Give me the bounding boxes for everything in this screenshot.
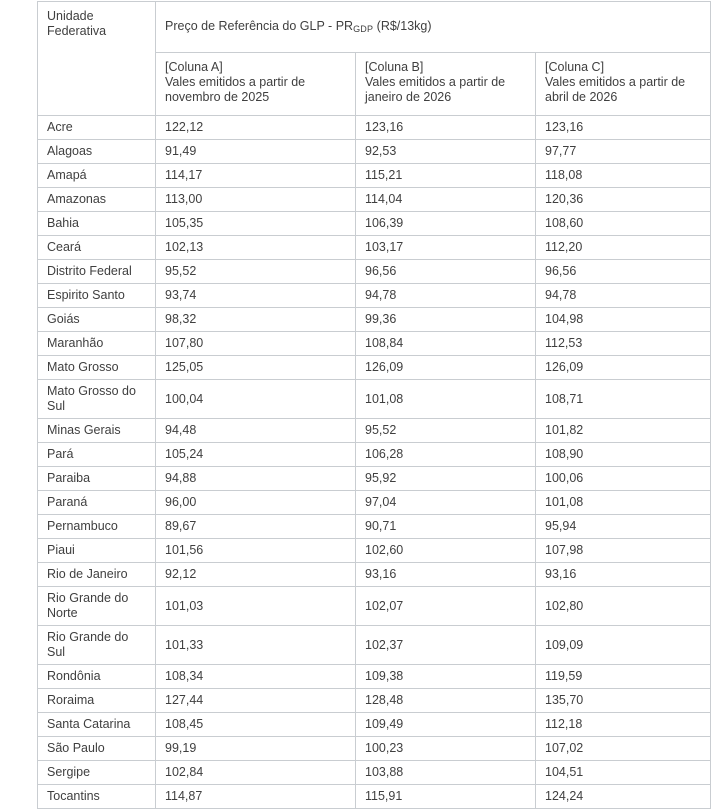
cell-price-coluna-a: 93,74 [156, 284, 356, 308]
cell-unidade-federativa: Goiás [38, 308, 156, 332]
cell-unidade-federativa: Roraima [38, 689, 156, 713]
cell-price-coluna-b: 97,04 [356, 491, 536, 515]
cell-price-coluna-c: 97,77 [536, 140, 711, 164]
cell-price-coluna-c: 124,24 [536, 785, 711, 809]
cell-price-coluna-b: 115,91 [356, 785, 536, 809]
cell-price-coluna-a: 94,48 [156, 419, 356, 443]
cell-price-coluna-a: 102,13 [156, 236, 356, 260]
cell-price-coluna-a: 108,34 [156, 665, 356, 689]
cell-price-coluna-a: 95,52 [156, 260, 356, 284]
table-row [38, 761, 711, 785]
coluna-c-desc-line-1: Vales emitidos a partir de [545, 75, 686, 89]
cell-price-coluna-a: 98,32 [156, 308, 356, 332]
cell-price-coluna-b: 100,23 [356, 737, 536, 761]
table-row [38, 737, 711, 761]
cell-price-coluna-a: 102,84 [156, 761, 356, 785]
cell-price-coluna-c: 101,08 [536, 491, 711, 515]
cell-price-coluna-b: 123,16 [356, 116, 536, 140]
coluna-a-desc-line-1: Vales emitidos a partir de [165, 75, 306, 89]
cell-unidade-federativa: Santa Catarina [38, 713, 156, 737]
column-header-unidade-federativa [38, 2, 156, 116]
cell-price-coluna-a: 99,19 [156, 737, 356, 761]
cell-price-coluna-a: 108,45 [156, 713, 356, 737]
table-row [38, 626, 711, 665]
cell-price-coluna-b: 128,48 [356, 689, 536, 713]
cell-price-coluna-a: 107,80 [156, 332, 356, 356]
coluna-b-desc-line-2: janeiro de 2026 [365, 90, 452, 104]
cell-price-coluna-c: 104,98 [536, 308, 711, 332]
cell-price-coluna-a: 91,49 [156, 140, 356, 164]
table-row [38, 785, 711, 809]
cell-price-coluna-b: 95,92 [356, 467, 536, 491]
cell-price-coluna-c: 123,16 [536, 116, 711, 140]
coluna-c-desc-line-2: abril de 2026 [545, 90, 618, 104]
cell-price-coluna-a: 127,44 [156, 689, 356, 713]
cell-price-coluna-c: 93,16 [536, 563, 711, 587]
cell-price-coluna-a: 96,00 [156, 491, 356, 515]
uf-header-line-1: Unidade [47, 9, 94, 23]
cell-price-coluna-c: 101,82 [536, 419, 711, 443]
cell-price-coluna-b: 109,49 [356, 713, 536, 737]
cell-price-coluna-c: 112,18 [536, 713, 711, 737]
table-row [38, 419, 711, 443]
cell-unidade-federativa: Rondônia [38, 665, 156, 689]
cell-unidade-federativa: Bahia [38, 212, 156, 236]
cell-price-coluna-b: 93,16 [356, 563, 536, 587]
cell-unidade-federativa: Ceará [38, 236, 156, 260]
cell-unidade-federativa: Paraná [38, 491, 156, 515]
cell-unidade-federativa: São Paulo [38, 737, 156, 761]
cell-price-coluna-b: 99,36 [356, 308, 536, 332]
price-title-prefix: Preço de Referência do GLP - PR [165, 19, 354, 33]
cell-unidade-federativa: Sergipe [38, 761, 156, 785]
price-title-subscript: GDP [353, 24, 374, 34]
table-row [38, 188, 711, 212]
cell-price-coluna-b: 126,09 [356, 356, 536, 380]
table-row [38, 539, 711, 563]
cell-price-coluna-b: 109,38 [356, 665, 536, 689]
cell-price-coluna-a: 101,33 [156, 626, 356, 665]
cell-unidade-federativa: Maranhão [38, 332, 156, 356]
cell-price-coluna-c: 118,08 [536, 164, 711, 188]
table-row [38, 689, 711, 713]
cell-price-coluna-a: 125,05 [156, 356, 356, 380]
glp-reference-price-table-container [37, 1, 710, 809]
cell-price-coluna-a: 101,03 [156, 587, 356, 626]
glp-reference-price-table [37, 1, 711, 809]
cell-price-coluna-c: 96,56 [536, 260, 711, 284]
cell-price-coluna-c: 108,60 [536, 212, 711, 236]
cell-price-coluna-a: 92,12 [156, 563, 356, 587]
coluna-a-desc-line-2: novembro de 2025 [165, 90, 270, 104]
cell-price-coluna-b: 108,84 [356, 332, 536, 356]
uf-header-line-2: Federativa [47, 24, 107, 38]
column-header-coluna-b [356, 53, 536, 116]
cell-unidade-federativa: Amazonas [38, 188, 156, 212]
cell-price-coluna-a: 114,87 [156, 785, 356, 809]
coluna-b-tag: [Coluna B] [365, 60, 424, 74]
coluna-a-tag: [Coluna A] [165, 60, 223, 74]
cell-price-coluna-b: 106,39 [356, 212, 536, 236]
cell-price-coluna-a: 113,00 [156, 188, 356, 212]
cell-price-coluna-c: 100,06 [536, 467, 711, 491]
cell-unidade-federativa: Amapá [38, 164, 156, 188]
coluna-b-desc-line-1: Vales emitidos a partir de [365, 75, 506, 89]
cell-price-coluna-a: 114,17 [156, 164, 356, 188]
cell-unidade-federativa: Minas Gerais [38, 419, 156, 443]
price-title-suffix: (R$/13kg) [376, 19, 432, 33]
cell-price-coluna-c: 94,78 [536, 284, 711, 308]
cell-price-coluna-a: 89,67 [156, 515, 356, 539]
cell-unidade-federativa: Paraiba [38, 467, 156, 491]
table-row [38, 380, 711, 419]
cell-price-coluna-b: 102,37 [356, 626, 536, 665]
column-header-coluna-a [156, 53, 356, 116]
cell-price-coluna-c: 102,80 [536, 587, 711, 626]
cell-price-coluna-b: 90,71 [356, 515, 536, 539]
cell-price-coluna-b: 103,88 [356, 761, 536, 785]
cell-price-coluna-c: 108,71 [536, 380, 711, 419]
table-body [38, 116, 711, 809]
table-row [38, 443, 711, 467]
cell-unidade-federativa: Distrito Federal [38, 260, 156, 284]
table-row [38, 665, 711, 689]
cell-price-coluna-c: 95,94 [536, 515, 711, 539]
cell-price-coluna-a: 94,88 [156, 467, 356, 491]
table-row [38, 212, 711, 236]
cell-unidade-federativa: Rio Grande do Sul [38, 626, 156, 665]
cell-price-coluna-b: 92,53 [356, 140, 536, 164]
column-header-price-title [156, 2, 711, 53]
cell-price-coluna-b: 101,08 [356, 380, 536, 419]
table-row [38, 260, 711, 284]
table-row [38, 713, 711, 737]
coluna-c-tag: [Coluna C] [545, 60, 605, 74]
cell-unidade-federativa: Rio Grande do Norte [38, 587, 156, 626]
cell-unidade-federativa: Mato Grosso [38, 356, 156, 380]
cell-unidade-federativa: Rio de Janeiro [38, 563, 156, 587]
cell-price-coluna-c: 119,59 [536, 665, 711, 689]
table-row [38, 563, 711, 587]
cell-price-coluna-b: 102,07 [356, 587, 536, 626]
cell-unidade-federativa: Espirito Santo [38, 284, 156, 308]
table-row [38, 164, 711, 188]
cell-price-coluna-b: 115,21 [356, 164, 536, 188]
cell-price-coluna-b: 95,52 [356, 419, 536, 443]
table-row [38, 491, 711, 515]
cell-price-coluna-c: 107,02 [536, 737, 711, 761]
table-row [38, 236, 711, 260]
table-row [38, 356, 711, 380]
cell-price-coluna-a: 105,35 [156, 212, 356, 236]
cell-price-coluna-c: 104,51 [536, 761, 711, 785]
cell-unidade-federativa: Pará [38, 443, 156, 467]
table-header [38, 2, 711, 116]
cell-price-coluna-c: 112,53 [536, 332, 711, 356]
cell-price-coluna-c: 126,09 [536, 356, 711, 380]
cell-unidade-federativa: Piaui [38, 539, 156, 563]
table-row [38, 140, 711, 164]
table-row [38, 116, 711, 140]
cell-price-coluna-c: 109,09 [536, 626, 711, 665]
cell-price-coluna-b: 114,04 [356, 188, 536, 212]
cell-price-coluna-a: 100,04 [156, 380, 356, 419]
cell-price-coluna-c: 135,70 [536, 689, 711, 713]
cell-price-coluna-c: 108,90 [536, 443, 711, 467]
table-row [38, 332, 711, 356]
cell-unidade-federativa: Pernambuco [38, 515, 156, 539]
cell-price-coluna-c: 120,36 [536, 188, 711, 212]
cell-price-coluna-c: 112,20 [536, 236, 711, 260]
table-header-row-title [38, 2, 711, 53]
cell-price-coluna-b: 102,60 [356, 539, 536, 563]
table-row [38, 467, 711, 491]
column-header-coluna-c [536, 53, 711, 116]
cell-price-coluna-c: 107,98 [536, 539, 711, 563]
cell-price-coluna-b: 94,78 [356, 284, 536, 308]
cell-unidade-federativa: Acre [38, 116, 156, 140]
cell-price-coluna-a: 122,12 [156, 116, 356, 140]
cell-price-coluna-b: 96,56 [356, 260, 536, 284]
cell-unidade-federativa: Mato Grosso do Sul [38, 380, 156, 419]
cell-unidade-federativa: Tocantins [38, 785, 156, 809]
cell-price-coluna-a: 105,24 [156, 443, 356, 467]
cell-unidade-federativa: Alagoas [38, 140, 156, 164]
table-row [38, 587, 711, 626]
cell-price-coluna-b: 106,28 [356, 443, 536, 467]
table-row [38, 284, 711, 308]
cell-price-coluna-b: 103,17 [356, 236, 536, 260]
table-row [38, 308, 711, 332]
cell-price-coluna-a: 101,56 [156, 539, 356, 563]
table-row [38, 515, 711, 539]
